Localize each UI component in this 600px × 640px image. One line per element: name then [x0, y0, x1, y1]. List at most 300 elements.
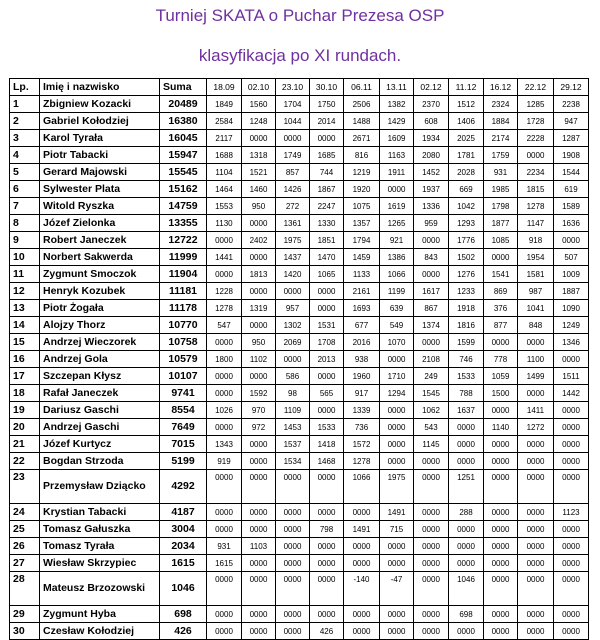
round-score-cell: 1249 [554, 317, 589, 334]
round-score-cell: 0000 [276, 572, 310, 606]
player-name-cell: Krystian Tabacki [40, 504, 160, 521]
round-score-cell: 2028 [449, 164, 484, 181]
rank-cell: 15 [10, 334, 40, 351]
round-score-cell: 0000 [484, 606, 518, 623]
round-score-cell: 1075 [344, 198, 380, 215]
player-name-cell: Andrzej Wieczorek [40, 334, 160, 351]
total-cell: 11904 [160, 266, 207, 283]
header-sum: Suma [160, 79, 207, 96]
round-score-cell: 0000 [484, 538, 518, 555]
table-row [10, 538, 589, 555]
round-score-cell: 0000 [380, 453, 414, 470]
table-row [10, 130, 589, 147]
rank-cell: 23 [10, 470, 40, 504]
header-date: 13.11 [380, 79, 414, 96]
round-score-cell: 0000 [207, 419, 242, 436]
round-score-cell: 0000 [344, 555, 380, 572]
total-cell: 7649 [160, 419, 207, 436]
round-score-cell: 0000 [242, 249, 276, 266]
table-row [10, 453, 589, 470]
total-cell: 5199 [160, 453, 207, 470]
round-score-cell: 0000 [554, 521, 589, 538]
round-score-cell: 0000 [414, 334, 449, 351]
table-row [10, 266, 589, 283]
round-score-cell: 1581 [518, 266, 554, 283]
header-lp: Lp. [10, 79, 40, 96]
round-score-cell: 0000 [518, 538, 554, 555]
round-score-cell: 608 [414, 113, 449, 130]
round-score-cell: 1637 [449, 402, 484, 419]
round-score-cell: 1294 [380, 385, 414, 402]
header-name: Imię i nazwisko [40, 79, 160, 96]
round-score-cell: 0000 [310, 606, 344, 623]
round-score-cell: 639 [380, 300, 414, 317]
round-score-cell: 1512 [449, 96, 484, 113]
round-score-cell: 1102 [242, 351, 276, 368]
round-score-cell: 1502 [449, 249, 484, 266]
round-score-cell: 1800 [207, 351, 242, 368]
round-score-cell: 2234 [518, 164, 554, 181]
round-score-cell: 0000 [414, 606, 449, 623]
round-score-cell: 1041 [518, 300, 554, 317]
round-score-cell: 0000 [414, 470, 449, 504]
round-score-cell: 1553 [207, 198, 242, 215]
round-score-cell: 816 [344, 147, 380, 164]
round-score-cell: 0000 [276, 521, 310, 538]
round-score-cell: 698 [449, 606, 484, 623]
round-score-cell: 947 [554, 113, 589, 130]
table-row [10, 113, 589, 130]
round-score-cell: 2238 [554, 96, 589, 113]
player-name-cell: Andrzej Gola [40, 351, 160, 368]
round-score-cell: 0000 [518, 470, 554, 504]
table-row [10, 249, 589, 266]
round-score-cell: 1065 [310, 266, 344, 283]
round-score-cell: 1918 [449, 300, 484, 317]
round-score-cell: 1688 [207, 147, 242, 164]
round-score-cell: 0000 [207, 232, 242, 249]
table-row [10, 555, 589, 572]
rank-cell: 8 [10, 215, 40, 232]
rank-cell: 12 [10, 283, 40, 300]
round-score-cell: 1813 [242, 266, 276, 283]
round-score-cell: 0000 [484, 470, 518, 504]
round-score-cell: 0000 [310, 555, 344, 572]
rank-cell: 14 [10, 317, 40, 334]
round-score-cell: 1046 [449, 572, 484, 606]
round-score-cell: 0000 [414, 521, 449, 538]
round-score-cell: 1130 [207, 215, 242, 232]
round-score-cell: 0000 [449, 436, 484, 453]
round-score-cell: 547 [207, 317, 242, 334]
round-score-cell: 98 [276, 385, 310, 402]
round-score-cell: 1147 [518, 215, 554, 232]
round-score-cell: 2108 [414, 351, 449, 368]
round-score-cell: 0000 [276, 283, 310, 300]
total-cell: 9741 [160, 385, 207, 402]
player-name-cell: Alojzy Thorz [40, 317, 160, 334]
round-score-cell: 869 [484, 283, 518, 300]
round-score-cell: 0000 [484, 453, 518, 470]
round-score-cell: 1248 [242, 113, 276, 130]
round-score-cell: 543 [414, 419, 449, 436]
player-name-cell: Sylwester Plata [40, 181, 160, 198]
player-name-cell: Józef Kurtycz [40, 436, 160, 453]
round-score-cell: 2402 [242, 232, 276, 249]
header-date: 23.10 [276, 79, 310, 96]
total-cell: 13355 [160, 215, 207, 232]
round-score-cell: 1059 [484, 368, 518, 385]
total-cell: 4187 [160, 504, 207, 521]
rank-cell: 19 [10, 402, 40, 419]
round-score-cell: 0000 [484, 249, 518, 266]
round-score-cell: 0000 [242, 436, 276, 453]
round-score-cell: 0000 [242, 453, 276, 470]
round-score-cell: 0000 [207, 623, 242, 640]
round-score-cell: 586 [276, 368, 310, 385]
round-score-cell: 1877 [484, 215, 518, 232]
round-score-cell: 0000 [484, 436, 518, 453]
round-score-cell: 1615 [207, 555, 242, 572]
round-score-cell: 0000 [554, 606, 589, 623]
rank-cell: 29 [10, 606, 40, 623]
header-date: 02.12 [414, 79, 449, 96]
round-score-cell: 2228 [518, 130, 554, 147]
round-score-cell: 1759 [484, 147, 518, 164]
rank-cell: 17 [10, 368, 40, 385]
round-score-cell: 0000 [449, 419, 484, 436]
round-score-cell: 1278 [518, 198, 554, 215]
round-score-cell: 249 [414, 368, 449, 385]
round-score-cell: 1533 [449, 368, 484, 385]
total-cell: 11999 [160, 249, 207, 266]
round-score-cell: 1123 [554, 504, 589, 521]
round-score-cell: 0000 [310, 300, 344, 317]
round-score-cell: 0000 [276, 470, 310, 504]
player-name-cell: Dariusz Gaschi [40, 402, 160, 419]
total-cell: 16380 [160, 113, 207, 130]
table-row [10, 147, 589, 164]
round-score-cell: 1386 [380, 249, 414, 266]
round-score-cell: 1429 [380, 113, 414, 130]
round-score-cell: 1293 [449, 215, 484, 232]
round-score-cell: 1599 [449, 334, 484, 351]
round-score-cell: 1531 [310, 317, 344, 334]
round-score-cell: 0000 [484, 521, 518, 538]
round-score-cell: 2117 [207, 130, 242, 147]
round-score-cell: 788 [449, 385, 484, 402]
round-score-cell: 0000 [414, 453, 449, 470]
round-score-cell: 0000 [554, 538, 589, 555]
rank-cell: 2 [10, 113, 40, 130]
round-score-cell: 0000 [554, 555, 589, 572]
round-score-cell: 0000 [380, 538, 414, 555]
round-score-cell: 0000 [242, 215, 276, 232]
round-score-cell: 2016 [344, 334, 380, 351]
round-score-cell: 0000 [207, 504, 242, 521]
header-row [10, 79, 589, 96]
table-row [10, 334, 589, 351]
round-score-cell: 0000 [414, 572, 449, 606]
round-score-cell: 2014 [310, 113, 344, 130]
round-score-cell: 619 [554, 181, 589, 198]
round-score-cell: 0000 [518, 453, 554, 470]
round-score-cell: 736 [344, 419, 380, 436]
player-name-cell: Bogdan Strzoda [40, 453, 160, 470]
round-score-cell: 917 [344, 385, 380, 402]
round-score-cell: 1330 [310, 215, 344, 232]
round-score-cell: 0000 [518, 521, 554, 538]
table-row [10, 521, 589, 538]
total-cell: 698 [160, 606, 207, 623]
round-score-cell: 1426 [276, 181, 310, 198]
round-score-cell: 2584 [207, 113, 242, 130]
round-score-cell: 0000 [242, 555, 276, 572]
round-score-cell: 1163 [380, 147, 414, 164]
player-name-cell: Piotr Tabacki [40, 147, 160, 164]
round-score-cell: 1749 [276, 147, 310, 164]
total-cell: 10579 [160, 351, 207, 368]
round-score-cell: 1145 [414, 436, 449, 453]
round-score-cell: 0000 [449, 623, 484, 640]
round-score-cell: 0000 [310, 402, 344, 419]
player-name-cell: Józef Zielonka [40, 215, 160, 232]
total-cell: 1615 [160, 555, 207, 572]
round-score-cell: 1815 [518, 181, 554, 198]
round-score-cell: 0000 [276, 623, 310, 640]
round-score-cell: 1491 [380, 504, 414, 521]
round-score-cell: 0000 [242, 572, 276, 606]
round-score-cell: 1070 [380, 334, 414, 351]
rank-cell: 5 [10, 164, 40, 181]
header-date: 30.10 [310, 79, 344, 96]
table-row [10, 436, 589, 453]
table-row [10, 96, 589, 113]
round-score-cell: 1319 [242, 300, 276, 317]
round-score-cell: 0000 [276, 130, 310, 147]
rank-cell: 1 [10, 96, 40, 113]
rank-cell: 22 [10, 453, 40, 470]
round-score-cell: 1339 [344, 402, 380, 419]
round-score-cell: 0000 [310, 283, 344, 300]
round-score-cell: 1287 [554, 130, 589, 147]
round-score-cell: 1265 [380, 215, 414, 232]
total-cell: 8554 [160, 402, 207, 419]
table-row [10, 232, 589, 249]
round-score-cell: 1704 [276, 96, 310, 113]
round-score-cell: 1276 [449, 266, 484, 283]
rank-cell: 25 [10, 521, 40, 538]
round-score-cell: 987 [518, 283, 554, 300]
table-row [10, 198, 589, 215]
round-score-cell: 1452 [414, 164, 449, 181]
round-score-cell: 1545 [414, 385, 449, 402]
round-score-cell: 0000 [207, 334, 242, 351]
round-score-cell: 0000 [414, 555, 449, 572]
round-score-cell: 1361 [276, 215, 310, 232]
round-score-cell: 1693 [344, 300, 380, 317]
round-score-cell: 746 [449, 351, 484, 368]
total-cell: 1046 [160, 572, 207, 606]
player-name-cell: Zygmunt Hyba [40, 606, 160, 623]
round-score-cell: 0000 [449, 521, 484, 538]
round-score-cell: 1954 [518, 249, 554, 266]
player-name-cell: Andrzej Gaschi [40, 419, 160, 436]
round-score-cell: 931 [484, 164, 518, 181]
total-cell: 11178 [160, 300, 207, 317]
round-score-cell: 0000 [380, 623, 414, 640]
player-name-cell: Norbert Sakwerda [40, 249, 160, 266]
table-row [10, 402, 589, 419]
round-score-cell: 1533 [310, 419, 344, 436]
round-score-cell: 507 [554, 249, 589, 266]
total-cell: 3004 [160, 521, 207, 538]
round-score-cell: 0000 [449, 555, 484, 572]
round-score-cell: 0000 [554, 351, 589, 368]
round-score-cell: 1382 [380, 96, 414, 113]
round-score-cell: 877 [484, 317, 518, 334]
round-score-cell: 1104 [207, 164, 242, 181]
player-name-cell: Mateusz Brzozowski [40, 572, 160, 606]
round-score-cell: 744 [310, 164, 344, 181]
round-score-cell: 957 [276, 300, 310, 317]
round-score-cell: 1219 [344, 164, 380, 181]
round-score-cell: 1541 [484, 266, 518, 283]
total-cell: 2034 [160, 538, 207, 555]
round-score-cell: 1592 [242, 385, 276, 402]
round-score-cell: 715 [380, 521, 414, 538]
round-score-cell: 0000 [484, 402, 518, 419]
header-date: 06.11 [344, 79, 380, 96]
round-score-cell: 1867 [310, 181, 344, 198]
table-row [10, 181, 589, 198]
round-score-cell: 0000 [242, 368, 276, 385]
round-score-cell: 1685 [310, 147, 344, 164]
document-title: Turniej SKATA o Puchar Prezesa OSP [155, 6, 445, 25]
round-score-cell: 1511 [554, 368, 589, 385]
round-score-cell: 1851 [310, 232, 344, 249]
round-score-cell: 0000 [554, 419, 589, 436]
round-score-cell: 1343 [207, 436, 242, 453]
round-score-cell: 0000 [484, 623, 518, 640]
round-score-cell: 938 [344, 351, 380, 368]
player-name-cell: Rafał Janeczek [40, 385, 160, 402]
round-score-cell: 2324 [484, 96, 518, 113]
round-score-cell: 2013 [310, 351, 344, 368]
table-row [10, 623, 589, 640]
player-name-cell: Czesław Kołodziej [40, 623, 160, 640]
round-score-cell: 2174 [484, 130, 518, 147]
player-name-cell: Zbigniew Kozacki [40, 96, 160, 113]
round-score-cell: 1464 [207, 181, 242, 198]
round-score-cell: 1934 [414, 130, 449, 147]
round-score-cell: 1619 [380, 198, 414, 215]
round-score-cell: 0000 [310, 368, 344, 385]
total-cell: 7015 [160, 436, 207, 453]
round-score-cell: 0000 [380, 436, 414, 453]
round-score-cell: 0000 [207, 470, 242, 504]
round-score-cell: 0000 [242, 130, 276, 147]
round-score-cell: 1499 [518, 368, 554, 385]
round-score-cell: 0000 [242, 623, 276, 640]
round-score-cell: 0000 [276, 351, 310, 368]
round-score-cell: 0000 [242, 283, 276, 300]
round-score-cell: 0000 [484, 555, 518, 572]
round-score-cell: 1589 [554, 198, 589, 215]
total-cell: 12722 [160, 232, 207, 249]
rank-cell: 10 [10, 249, 40, 266]
round-score-cell: 1710 [380, 368, 414, 385]
round-score-cell: 1750 [310, 96, 344, 113]
total-cell: 14759 [160, 198, 207, 215]
header-date: 22.12 [518, 79, 554, 96]
total-cell: 16045 [160, 130, 207, 147]
table-row [10, 368, 589, 385]
round-score-cell: 843 [414, 249, 449, 266]
table-row [10, 572, 589, 606]
round-score-cell: 1491 [344, 521, 380, 538]
round-score-cell: 1975 [380, 470, 414, 504]
total-cell: 20489 [160, 96, 207, 113]
player-name-cell: Gabriel Kołodziej [40, 113, 160, 130]
round-score-cell: 0000 [380, 181, 414, 198]
player-name-cell: Przemysław Dziącko [40, 470, 160, 504]
round-score-cell: 1560 [242, 96, 276, 113]
round-score-cell: 1937 [414, 181, 449, 198]
round-score-cell: 0000 [414, 623, 449, 640]
round-score-cell: 1357 [344, 215, 380, 232]
round-score-cell: 1336 [414, 198, 449, 215]
player-name-cell: Witold Ryszka [40, 198, 160, 215]
total-cell: 15545 [160, 164, 207, 181]
document-subtitle: klasyfikacja po XI rundach. [198, 46, 402, 65]
round-score-cell: 970 [242, 402, 276, 419]
player-name-cell: Henryk Kozubek [40, 283, 160, 300]
round-score-cell: 0000 [380, 351, 414, 368]
round-score-cell: 1420 [276, 266, 310, 283]
round-score-cell: 857 [276, 164, 310, 181]
round-score-cell: 0000 [554, 436, 589, 453]
round-score-cell: 1776 [449, 232, 484, 249]
round-score-cell: 1042 [449, 198, 484, 215]
round-score-cell: 2370 [414, 96, 449, 113]
rank-cell: 16 [10, 351, 40, 368]
round-score-cell: 0000 [242, 521, 276, 538]
round-score-cell: 1708 [310, 334, 344, 351]
table-row [10, 470, 589, 504]
round-score-cell: 0000 [414, 504, 449, 521]
table-row [10, 504, 589, 521]
header-date: 29.12 [554, 79, 589, 96]
player-name-cell: Gerard Majowski [40, 164, 160, 181]
table-row [10, 351, 589, 368]
round-score-cell: 0000 [414, 538, 449, 555]
results-table [9, 78, 589, 640]
round-score-cell: 0000 [310, 130, 344, 147]
round-score-cell: 1441 [207, 249, 242, 266]
player-name-cell: Wiesław Skrzypiec [40, 555, 160, 572]
round-score-cell: 2080 [414, 147, 449, 164]
round-score-cell: 0000 [344, 504, 380, 521]
round-score-cell: 0000 [276, 538, 310, 555]
round-score-cell: 0000 [310, 572, 344, 606]
round-score-cell: 0000 [554, 623, 589, 640]
player-name-cell: Karol Tyrała [40, 130, 160, 147]
round-score-cell: 1278 [344, 453, 380, 470]
round-score-cell: 2069 [276, 334, 310, 351]
player-name-cell: Tomasz Gałuszka [40, 521, 160, 538]
round-score-cell: 0000 [518, 606, 554, 623]
